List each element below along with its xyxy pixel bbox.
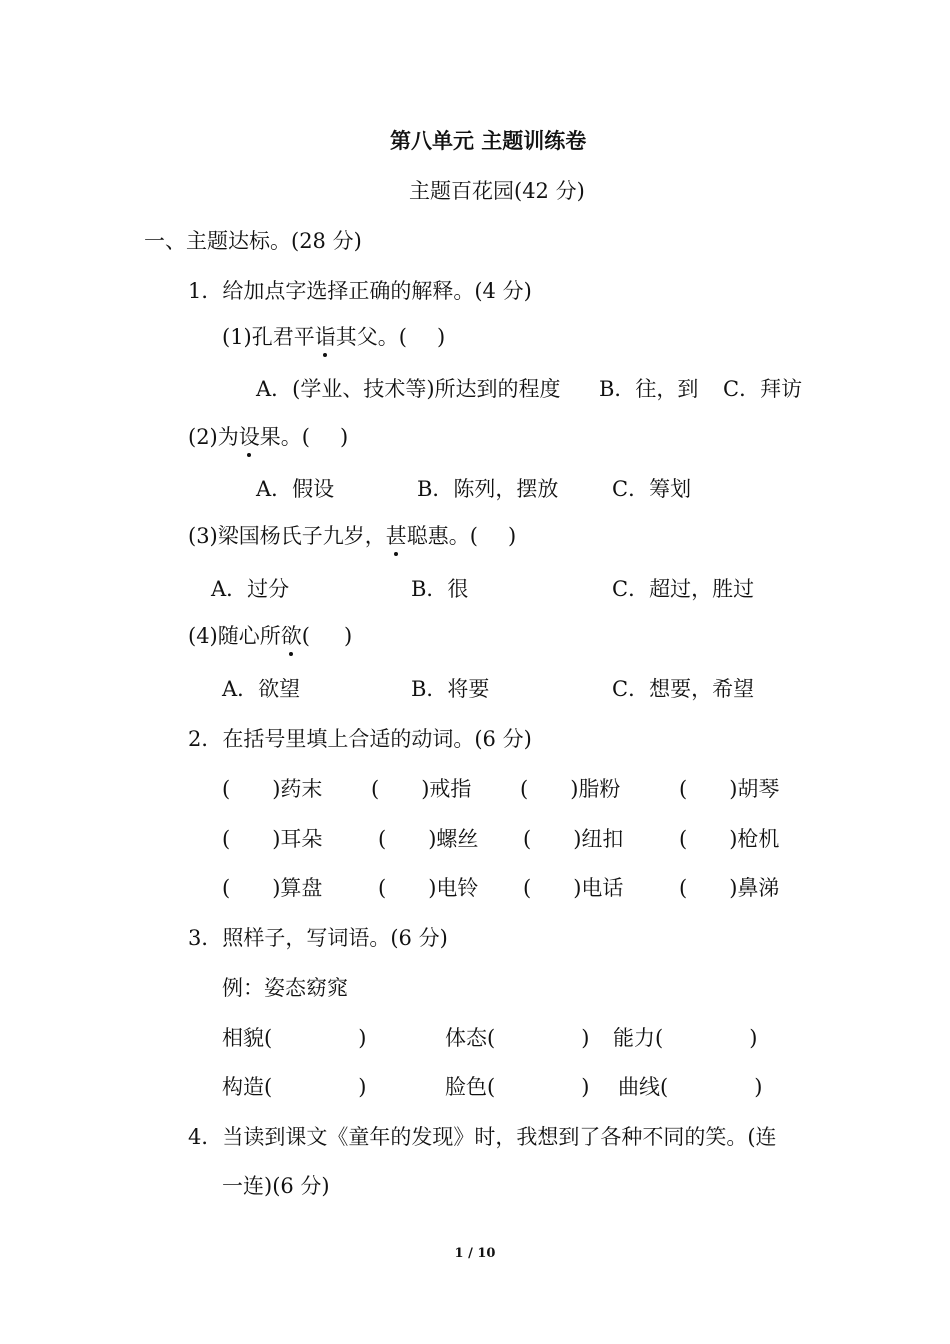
- q1-item-2-close: ): [339, 425, 349, 449]
- q3-word: 能力: [613, 1026, 655, 1050]
- q3-cell: 曲线( ): [618, 1075, 763, 1099]
- q1-item-1-option-b: B．往，到: [599, 377, 699, 401]
- q1-item-1-option-c: C．拜访: [723, 377, 803, 401]
- q2-cell: ( )电铃: [378, 876, 479, 900]
- q2-word: 枪机: [737, 827, 780, 851]
- q1-item-1-pre: (1)孔君平: [222, 325, 315, 349]
- q1-item-1: [222, 322, 445, 352]
- q1-item-4-option-a: A．欲望: [222, 677, 301, 701]
- q3-word: 相貌: [222, 1026, 264, 1050]
- q2-cell: ( )螺丝: [378, 827, 479, 851]
- page-number: 1 / 10: [454, 1246, 496, 1261]
- q3-cell: 体态( ): [445, 1026, 590, 1050]
- q2-cell: ( )戒指: [371, 777, 472, 801]
- q1-item-2-post: 果。(: [259, 425, 310, 449]
- q1-item-4-option-b: B．将要: [411, 677, 490, 701]
- q1-item-2-option-c: C．筹划: [612, 477, 692, 501]
- q2-row-2: [222, 824, 842, 854]
- q1-item-2-pre: (2)为: [188, 425, 239, 449]
- q1-item-3-option-b: B．很: [411, 577, 469, 601]
- q1-item-2-option-b: B．陈列，摆放: [417, 477, 559, 501]
- q2-word: 鼻涕: [737, 876, 780, 900]
- question-1-stem: 1．给加点字选择正确的解释。(4 分): [188, 279, 532, 303]
- q1-item-4: [188, 621, 352, 651]
- q3-row-1: [222, 1023, 782, 1053]
- q2-word: 胡琴: [737, 777, 780, 801]
- q2-word: 脂粉: [578, 777, 621, 801]
- q3-word: 脸色: [445, 1075, 487, 1099]
- q1-item-1-dotted-char: 诣: [315, 322, 336, 352]
- q2-cell: ( )胡琴: [679, 777, 780, 801]
- q2-word: 耳朵: [280, 827, 323, 851]
- q2-cell: ( )纽扣: [523, 827, 624, 851]
- q2-word: 算盘: [280, 876, 323, 900]
- q1-item-3-option-a: A．过分: [211, 577, 290, 601]
- q3-word: 构造: [222, 1075, 264, 1099]
- page-title: 第八单元 主题训练卷: [390, 128, 587, 153]
- q1-item-1-close: ): [436, 325, 446, 349]
- q1-item-2-dotted-char: 设: [239, 422, 260, 452]
- q1-item-3-dotted-char: 甚: [386, 521, 407, 551]
- q2-word: 电话: [581, 876, 624, 900]
- q2-cell: ( )电话: [523, 876, 624, 900]
- q2-word: 电铃: [436, 876, 479, 900]
- q2-row-3: [222, 873, 842, 903]
- q1-item-3-option-c: C．超过，胜过: [612, 577, 755, 601]
- q1-item-2: [188, 422, 348, 452]
- section-subtitle: 主题百花园(42 分): [409, 179, 585, 203]
- q2-cell: ( )药末: [222, 777, 323, 801]
- q1-item-4-pre: (4)随心所: [188, 624, 281, 648]
- q1-item-2-option-a: A．假设: [256, 477, 335, 501]
- q2-word: 螺丝: [436, 827, 479, 851]
- q1-item-1-post: 其父。(: [335, 325, 407, 349]
- q3-example: 例：姿态窈窕: [222, 976, 348, 1000]
- q2-row-1: [222, 774, 842, 804]
- question-4-line-2: 一连)(6 分): [222, 1174, 330, 1198]
- q2-word: 纽扣: [581, 827, 624, 851]
- q1-item-4-option-c: C．想要，希望: [612, 677, 755, 701]
- q2-cell: ( )耳朵: [222, 827, 323, 851]
- q1-item-1-option-a: A．(学业、技术等)所达到的程度: [256, 377, 561, 401]
- q3-word: 体态: [445, 1026, 487, 1050]
- q1-item-4-dotted-char: 欲: [281, 621, 302, 651]
- question-3-stem: 3．照样子，写词语。(6 分): [188, 926, 448, 950]
- q1-item-4-close: ): [343, 624, 353, 648]
- question-2-stem: 2．在括号里填上合适的动词。(6 分): [188, 727, 532, 751]
- section-heading: 一、主题达标。(28 分): [144, 229, 362, 253]
- q3-row-2: [222, 1072, 782, 1102]
- q2-word: 戒指: [429, 777, 472, 801]
- q1-item-3-close: ): [507, 524, 517, 548]
- q1-item-4-post: (: [301, 624, 310, 648]
- q3-cell: 构造( ): [222, 1075, 367, 1099]
- q2-word: 药末: [280, 777, 323, 801]
- q3-word: 曲线: [618, 1075, 660, 1099]
- q3-cell: 相貌( ): [222, 1026, 367, 1050]
- q3-cell: 脸色( ): [445, 1075, 590, 1099]
- q1-item-3: [188, 521, 516, 551]
- q2-cell: ( )算盘: [222, 876, 323, 900]
- q2-cell: ( )脂粉: [520, 777, 621, 801]
- q3-cell: 能力( ): [613, 1026, 758, 1050]
- question-4-line-1: 4．当读到课文《童年的发现》时，我想到了各种不同的笑。(连: [188, 1125, 777, 1149]
- q2-cell: ( )枪机: [679, 827, 780, 851]
- q2-cell: ( )鼻涕: [679, 876, 780, 900]
- q1-item-3-pre: (3)梁国杨氏子九岁，: [188, 524, 386, 548]
- q1-item-3-post: 聪惠。(: [406, 524, 478, 548]
